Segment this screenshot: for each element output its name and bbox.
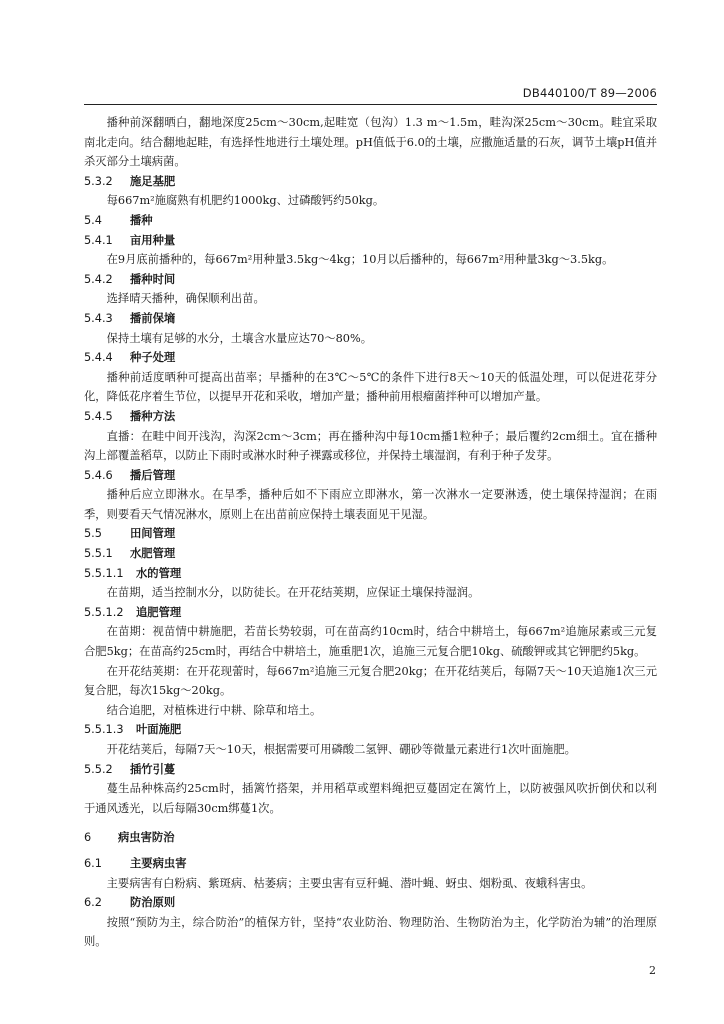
page-number: 2	[649, 964, 656, 977]
paragraph-seed-treatment: 播种前适度晒种可提高出苗率；早播种的在3℃～5℃的条件下进行8天～10天的低温处理，可以促进花芽分化，降低花序着生节位，以提早开花和采收，增加产量；播种前用根瘤菌拌种可以增加产量。	[84, 370, 657, 404]
heading-5-4: 5.4 播种	[84, 213, 153, 227]
paragraph-combined-cultivation: 结合追肥，对植株进行中耕、除草和培土。	[106, 703, 322, 717]
document-code: DB440100/T 89—2006	[522, 86, 657, 100]
paragraph-main-pests: 主要病害有白粉病、紫斑病、枯萎病；主要虫害有豆秆蝇、潜叶蝇、蚜虫、烟粉虱、夜蛾科害虫。	[106, 876, 593, 890]
heading-6-2: 6.2 防治原则	[84, 896, 176, 910]
heading-5-5-1-3: 5.5.1.3 叶面施肥	[84, 723, 182, 737]
heading-6: 6 病虫害防治	[84, 831, 175, 845]
heading-5-4-4: 5.4.4 种子处理	[84, 351, 176, 365]
paragraph-base-fertilizer: 每667m²施腐熟有机肥约1000kg、过磷酸钙约50kg。	[106, 194, 385, 208]
paragraph-sowing-method: 直播：在畦中间开浅沟，沟深2cm～3cm；再在播种沟中每10cm播1粒种子；最后覆约2cm细土。宜在播种沟上部覆盖稻草，以防止下雨时或淋水时种子裸露或移位，并保持土壤湿润，有利于种子发芽。	[84, 429, 657, 463]
heading-5-5-2: 5.5.2 插竹引蔓	[84, 762, 176, 776]
paragraph-foliar-fertilizer: 开花结荚后，每隔7天～10天，根据需要可用磷酸二氢钾、硼砂等微量元素进行1次叶面施肥。	[106, 743, 576, 756]
paragraph-moisture: 保持土壤有足够的水分，土壤含水量应达70～80%。	[106, 331, 373, 345]
paragraph-soil-prep: 播种前深翻晒白，翻地深度25cm～30cm,起畦宽（包沟）1.3 m～1.5m，畦沟深25cm～30cm。畦宜采取南北走向。结合翻地起畦，有选择性地进行土壤处理。pH值低于6.0的土壤，应撒施适量的石灰，调节土壤pH值并杀灭部分土壤病菌。	[84, 116, 657, 169]
document-body	[84, 113, 657, 952]
heading-5-5-1: 5.5.1 水肥管理	[84, 547, 176, 561]
heading-6-1: 6.1 主要病虫害	[84, 856, 187, 870]
heading-5-3-2: 5.3.2 施足基肥	[84, 174, 176, 188]
paragraph-post-sowing: 播种后应立即淋水。在旱季，播种后如不下雨应立即淋水，第一次淋水一定要淋透，使土壤保持湿润；在雨季，则要看天气情况淋水，原则上在出苗前应保持土壤表面见干见湿。	[84, 488, 657, 521]
heading-5-5-1-1: 5.5.1.1 水的管理	[84, 566, 182, 580]
heading-5-4-5: 5.4.5 播种方法	[84, 409, 176, 423]
header-rule	[84, 104, 657, 105]
paragraph-trellising: 蔓生品种株高约25cm时，插篱竹搭架，并用稻草或塑料绳把豆蔓固定在篱竹上，以防被强风吹折倒伏和以利于通风透光，以后每隔30cm绑蔓1次。	[84, 782, 657, 815]
heading-5-5-1-2: 5.5.1.2 追肥管理	[84, 605, 182, 619]
heading-5-4-6: 5.4.6 播后管理	[84, 468, 176, 482]
paragraph-seed-amount: 在9月底前播种的，每667m²用种量3.5kg～4kg；10月以后播种的，每667m²用种量3kg～3.5kg。	[106, 253, 614, 267]
heading-5-4-1: 5.4.1 亩用种量	[84, 233, 176, 247]
paragraph-topdressing-flowering: 在开花结荚期：在开花现蕾时，每667m²追施三元复合肥20kg；在开花结荚后，每隔7天～10天追施1次三元复合肥，每次15kg～20kg。	[84, 664, 657, 698]
paragraph-sowing-time: 选择晴天播种，确保顺利出苗。	[106, 292, 265, 306]
paragraph-control-principle: 按照“预防为主，综合防治”的植保方针，坚持“农业防治、物理防治、生物防治为主，化学防治为辅”的治理原则。	[84, 915, 657, 949]
paragraph-topdressing-seedling: 在苗期：视苗情中耕施肥，若苗长势较弱，可在苗高约10cm时，结合中耕培土，每667m²追施尿素或三元复合肥5kg；在苗高约25cm时，再结合中耕培土，施重肥1次，追施三元复合肥10kg、硫酸钾或其它钾肥约5kg。	[84, 625, 657, 659]
heading-5-5: 5.5 田间管理	[84, 527, 176, 541]
heading-5-4-3: 5.4.3 播前保墒	[84, 311, 176, 325]
paragraph-water-management: 在苗期，适当控制水分，以防徒长。在开花结荚期，应保证土壤保持湿润。	[106, 586, 480, 600]
heading-5-4-2: 5.4.2 播种时间	[84, 272, 176, 286]
